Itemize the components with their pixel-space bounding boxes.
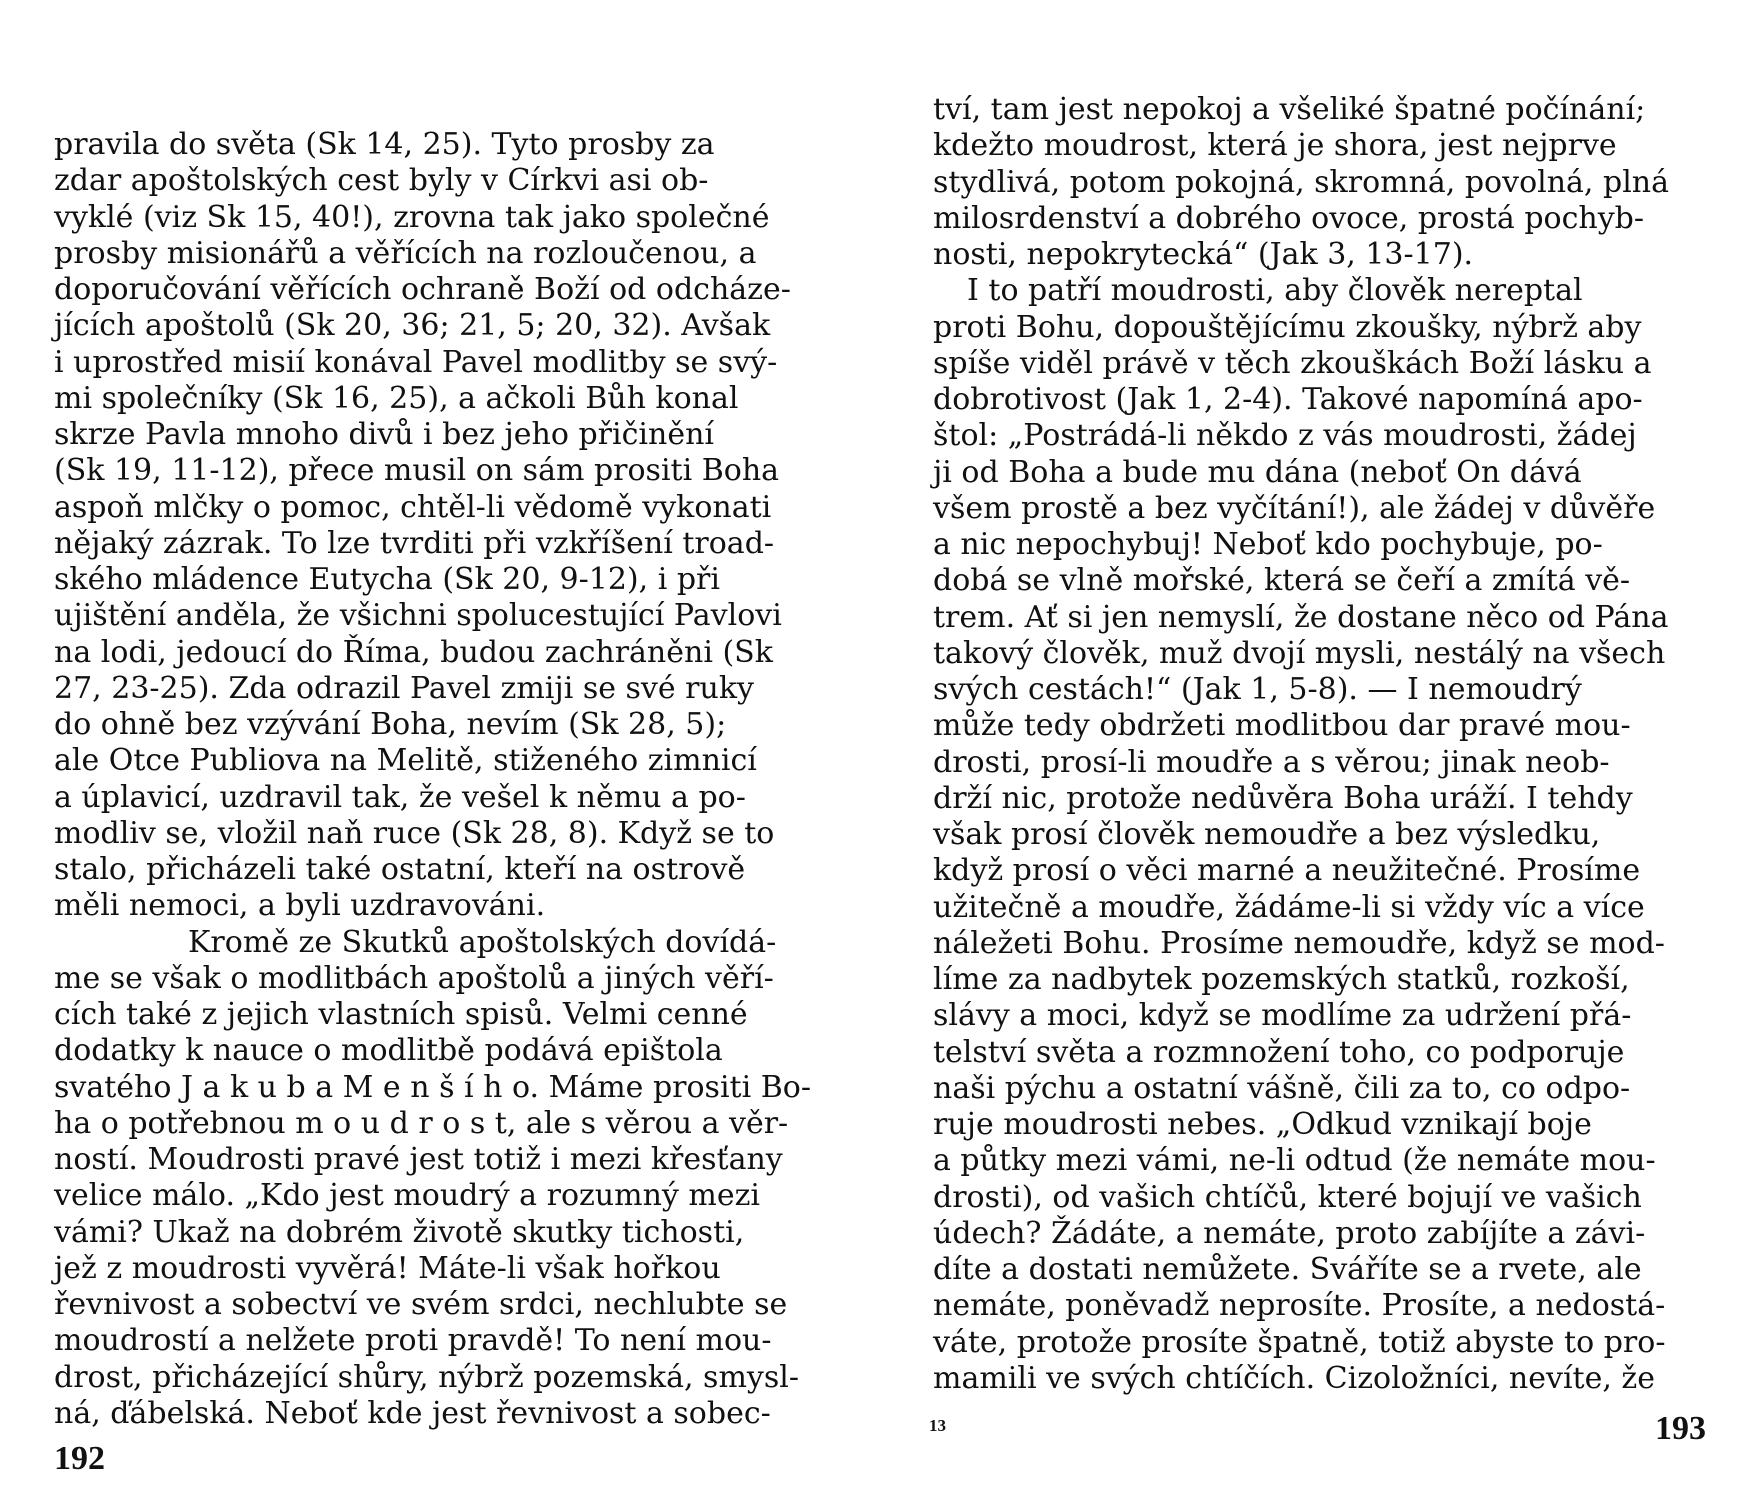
text-line: skrze Pavla mnoho divů i bez jeho přičinění bbox=[54, 417, 714, 452]
text-line: ruje moudrosti nebes. „Odkud vznikají boje bbox=[933, 1107, 1592, 1142]
text-line: ského mládence Eutycha (Sk 20, 9-12), i při bbox=[54, 562, 720, 597]
text-line: 27, 23-25). Zda odrazil Pavel zmiji se své ruky bbox=[54, 670, 754, 706]
text-line: svých cestách!“ (Jak 1, 5-8). — I nemoudrý bbox=[933, 672, 1582, 707]
text-line: ale Otce Publiova na Melitě, stiženého zimnicí bbox=[54, 743, 757, 779]
text-line: a nic nepochybuj! Neboť kdo pochybuje, po- bbox=[933, 527, 1603, 562]
text-line: a půtky mezi vámi, ne-li odtud (že nemáte mou- bbox=[933, 1143, 1656, 1179]
text-line: nosti, nepokrytecká“ (Jak 3, 13-17). bbox=[933, 237, 1474, 272]
text-line: ha o potřebnou m o u d r o s t, ale s věrou a věr- bbox=[54, 1105, 789, 1141]
text-line: mi společníky (Sk 16, 25), a ačkoli Bůh konal bbox=[54, 380, 739, 416]
text-line: tví, tam jest nepokoj a všeliké špatné počínání; bbox=[933, 92, 1646, 127]
text-line: stalo, přicházeli také ostatní, kteří na ostrově bbox=[54, 852, 746, 887]
text-line: řevnivost a sobectví ve svém srdci, nechlubte se bbox=[54, 1287, 788, 1322]
text-line: do ohně bez vzývání Boha, nevím (Sk 28, 5); bbox=[54, 707, 727, 742]
text-line: dobrotivost (Jak 1, 2-4). Takové napomíná apo- bbox=[933, 382, 1643, 417]
text-line: dobá se vlně mořské, která se čeří a zmítá vě- bbox=[933, 563, 1631, 599]
text-line: nemáte, poněvadž neprosíte. Prosíte, a nedostá- bbox=[933, 1288, 1666, 1324]
text-line: milosrdenství a dobrého ovoce, prostá pochyb- bbox=[933, 200, 1645, 236]
text-line: a úplavicí, uzdravil tak, že vešel k němu a po- bbox=[54, 779, 746, 815]
text-line: měli nemoci, a byli uzdravováni. bbox=[54, 888, 546, 924]
text-line: drží nic, protože nedůvěra Boha uráží. I tehdy bbox=[933, 780, 1633, 816]
text-line: (Sk 19, 11-12), přece musil on sám prositi Boha bbox=[54, 453, 780, 489]
text-line: váte, protože prosíte špatně, totiž abyste to pro- bbox=[933, 1324, 1666, 1360]
text-line: nějaký zázrak. To lze tvrditi při vzkříšení troad- bbox=[54, 525, 775, 561]
text-line: může tedy obdržeti modlitbou dar pravé mou- bbox=[933, 708, 1631, 744]
text-line: pravila do světa (Sk 14, 25). Tyto prosby za bbox=[54, 127, 715, 162]
text-line: doporučování věřících ochraně Boží od odcháze- bbox=[54, 272, 791, 307]
text-line: ujištění anděla, že všichni spolucestující Pavlovi bbox=[54, 598, 782, 634]
text-line: drost, přicházející shůry, nýbrž pozemská, smysl- bbox=[54, 1359, 799, 1395]
text-line: drosti, prosí-li moudře a s věrou; jinak neob- bbox=[933, 744, 1610, 780]
text-line: modliv se, vložil naň ruce (Sk 28, 8). Když se to bbox=[54, 815, 775, 851]
text-line: prosby misionářů a věřících na rozloučenou, a bbox=[54, 235, 757, 271]
text-line: moudrostí a nelžete proti pravdě! To není mou- bbox=[54, 1323, 772, 1359]
text-line: telství světa a rozmnožení toho, co podporuje bbox=[933, 1034, 1625, 1070]
text-line: vyklé (viz Sk 15, 40!), zrovna tak jako společné bbox=[54, 199, 770, 235]
signature-mark: 13 bbox=[929, 1416, 946, 1435]
text-line: ná, ďábelská. Neboť kde jest řevnivost a sobec- bbox=[54, 1395, 771, 1431]
text-line: vámi? Ukaž na dobrém životě skutky tichosti, bbox=[54, 1214, 745, 1250]
text-line: když prosí o věci marné a neužitečné. Prosíme bbox=[933, 853, 1641, 889]
text-line: proti Bohu, dopouštějícímu zkoušky, nýbrž aby bbox=[933, 309, 1642, 345]
text-line: jež z moudrosti vyvěrá! Máte-li však hořkou bbox=[54, 1250, 721, 1286]
right-page-text bbox=[933, 92, 1742, 1397]
text-line: aspoň mlčky o pomoc, chtěl-li vědomě vykonati bbox=[54, 489, 772, 525]
text-line: i uprostřed misií konával Pavel modlitby se svý- bbox=[54, 344, 778, 380]
text-line: mamili ve svých chtíčích. Cizoložníci, nevíte, že bbox=[933, 1360, 1655, 1396]
text-line: cích také z jejich vlastních spisů. Velmi cenné bbox=[54, 997, 748, 1032]
page-number-left: 192 bbox=[54, 1440, 105, 1477]
text-line: me se však o modlitbách apoštolů a jiných věří- bbox=[54, 960, 774, 996]
text-line: jících apoštolů (Sk 20, 36; 21, 5; 20, 32). Avšak bbox=[54, 308, 771, 344]
text-line: svatého J a k u b a M e n š í h o. Máme prositi Bo- bbox=[54, 1069, 811, 1105]
text-line: spíše viděl právě v těch zkouškách Boží lásku a bbox=[933, 345, 1652, 381]
text-line: I to patří moudrosti, aby člověk nereptal bbox=[967, 273, 1583, 309]
text-line: líme za nadbytek pozemských statků, rozkoší, bbox=[933, 962, 1630, 997]
text-line: štol: „Postrádá-li někdo z vás moudrosti, žádej bbox=[933, 418, 1637, 454]
text-line: slávy a moci, když se modlíme za udržení přá- bbox=[933, 998, 1632, 1034]
text-line: velice málo. „Kdo jest moudrý a rozumný mezi bbox=[54, 1178, 760, 1214]
text-line: stydlivá, potom pokojná, skromná, povolná, plná bbox=[933, 164, 1670, 200]
text-line: zdar apoštolských cest byly v Církvi asi ob- bbox=[54, 163, 709, 199]
text-line: kdežto moudrost, která je shora, jest nejprve bbox=[933, 128, 1617, 164]
text-line: naši pýchu a ostatní vášně, čili za to, co odpo- bbox=[933, 1070, 1631, 1106]
text-line: takový člověk, muž dvojí mysli, nestálý na všech bbox=[933, 635, 1666, 671]
text-line: díte a dostati nemůžete. Sváříte se a rvete, ale bbox=[933, 1252, 1642, 1287]
text-line: užitečně a moudře, žádáme-li si vždy víc a více bbox=[933, 889, 1645, 925]
right-page bbox=[871, 0, 1742, 1500]
page-number-right: 193 bbox=[1655, 1410, 1706, 1447]
text-line: náležeti Bohu. Prosíme nemoudře, když se mod- bbox=[933, 925, 1665, 961]
text-line: ji od Boha a bude mu dána (neboť On dává bbox=[933, 454, 1582, 490]
text-line: však prosí člověk nemoudře a bez výsledku, bbox=[933, 817, 1601, 852]
text-line: Kromě ze Skutků apoštolských dovídá- bbox=[188, 924, 777, 960]
text-line: trem. Ať si jen nemyslí, že dostane něco od Pána bbox=[933, 599, 1669, 635]
text-line: ností. Moudrosti pravé jest totiž i mezi křesťany bbox=[54, 1142, 783, 1177]
text-line: údech? Žádáte, a nemáte, proto zabíjíte a závi- bbox=[933, 1215, 1646, 1251]
text-line: drosti), od vašich chtíčů, které bojují ve vašich bbox=[933, 1179, 1642, 1215]
text-line: všem prostě a bez vyčítání!), ale žádej v důvěře bbox=[933, 490, 1656, 526]
text-line: dodatky k nauce o modlitbě podává epištola bbox=[54, 1033, 723, 1069]
left-page-text bbox=[54, 127, 874, 1432]
text-line: na lodi, jedoucí do Říma, budou zachráněni (Sk bbox=[54, 634, 773, 670]
